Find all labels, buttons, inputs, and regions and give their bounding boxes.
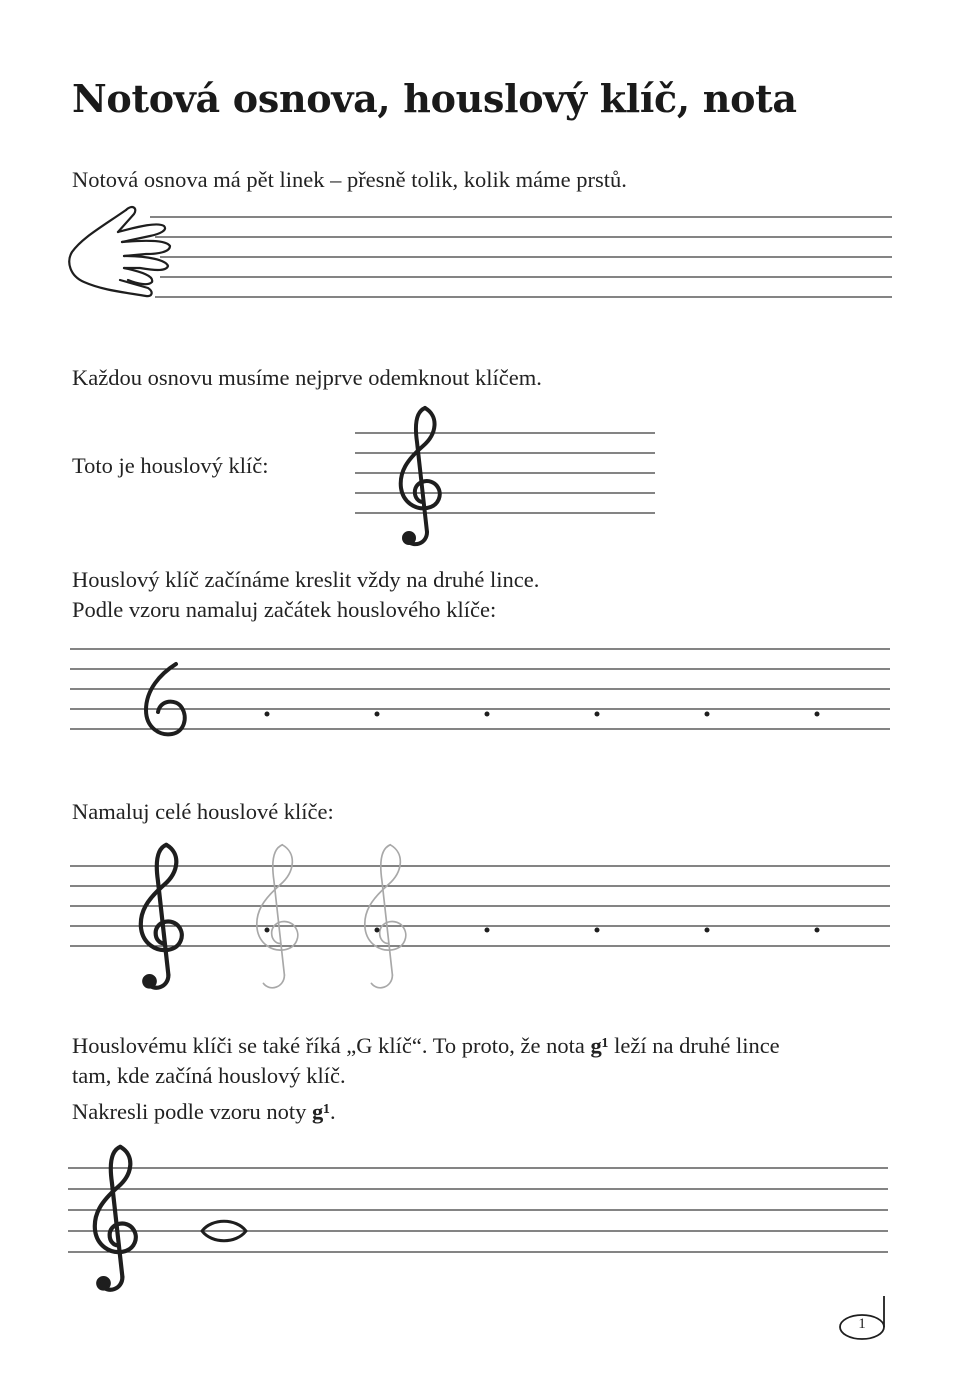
g-clef-text-b: leží na druhé lince [608, 1033, 780, 1058]
guide-dots-start [265, 712, 820, 717]
unlock-text: Každou osnovu musíme nejprve odemknout klíčem. [72, 365, 542, 390]
hand-icon [69, 207, 170, 296]
page-title: Notová osnova, houslový klíč, nota [72, 76, 797, 121]
staff-full-clefs [70, 866, 890, 946]
g1-note-label: g¹ [311, 1099, 330, 1124]
draw-notes-text-b: . [329, 1099, 336, 1124]
guide-dots-full [265, 928, 820, 933]
treble-label: Toto je houslový klíč: [72, 453, 269, 478]
clef-start-icon [146, 664, 185, 734]
g-clef-line-1 [72, 1030, 780, 1062]
treble-clef-icon [401, 408, 440, 544]
page-number: 1 [858, 1316, 866, 1332]
g-clef-text-a: Houslovému klíči se také říká „G klíč“. To proto, že nota [72, 1033, 591, 1058]
staff-treble-example [355, 433, 655, 513]
draw-full-text: Namaluj celé houslové klíče: [72, 799, 334, 824]
staff-hand [150, 217, 892, 297]
draw-start-line-1: Houslový klíč začínáme kreslit vždy na druhé lince. [72, 567, 540, 592]
g1-note-label: g¹ [590, 1033, 609, 1058]
staff-g1-notes [68, 1168, 888, 1252]
staff-clef-start [70, 649, 890, 729]
draw-notes-text-a: Nakresli podle vzoru noty [72, 1099, 312, 1124]
intro-text: Notová osnova má pět linek – přesně tolik, kolik máme prstů. [72, 167, 627, 192]
draw-start-line-2: Podle vzoru namaluj začátek houslového klíče: [72, 597, 497, 622]
g-clef-line-2: tam, kde začíná houslový klíč. [72, 1063, 346, 1088]
draw-notes-text [72, 1096, 336, 1128]
